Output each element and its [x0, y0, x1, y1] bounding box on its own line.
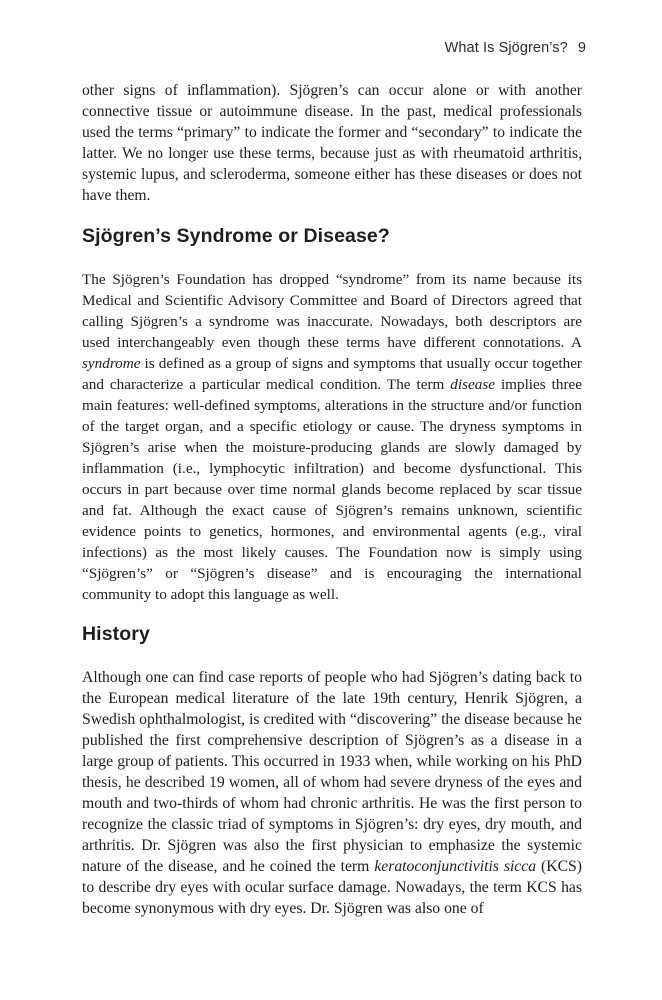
running-head	[445, 40, 586, 56]
running-head-title: What Is Sjögren’s?	[444, 40, 568, 56]
text-run: The Sjögren’s Foundation has dropped “syndrome” from its name because its Medical and Scientific Advisory Committee and Board of Directors agreed that calling Sjögren’s a syndrome was inaccurate. Nowadays, both descriptors are used interchangeably even though these terms have different connotations. A	[82, 271, 582, 351]
paragraph-syndrome-or-disease	[82, 269, 582, 605]
paragraph-history	[82, 667, 582, 919]
text-run: is defined as a group of signs and symptoms that usually occur together and characterize a particular medical condition. The term	[82, 355, 582, 393]
emphasis-disease: disease	[450, 376, 495, 393]
page-number: 9	[577, 40, 586, 56]
paragraph-text: other signs of inflammation). Sjögren’s can occur alone or with another connective tissue or autoimmune disease. In the past, medical professionals used the terms “primary” to indicate the former and “secondary” to indicate the latter. We no longer use these terms, because just as with rheumatoid arthritis, systemic lupus, and scleroderma, someone either has these diseases or does not have them.	[82, 82, 582, 204]
text-run: implies three main features: well-defined symptoms, alterations in the structure and/or function of the target organ, and a specific etiology or cause. The dryness symptoms in Sjögren’s arise when the moisture-producing glands are slowly damaged by inflammation (i.e., lymphocytic infiltration) and become dysfunctional. This occurs in part because over time normal glands become replaced by scar tissue and fat. Although the exact cause of Sjögren’s remains unknown, scientific evidence points to genetics, hormones, and environmental agents (e.g., viral infections) as the most likely causes. The Foundation now is simply using “Sjögren’s” or “Sjögren’s disease” and is encouraging the international community to adopt this language as well.	[82, 376, 582, 603]
paragraph-continuation	[82, 80, 582, 206]
section-heading-history: History	[82, 623, 150, 645]
emphasis-syndrome: syndrome	[82, 355, 141, 372]
section-heading-syndrome-or-disease: Sjögren’s Syndrome or Disease?	[82, 225, 390, 247]
emphasis-kcs-term: keratoconjunctivitis sicca	[374, 858, 537, 875]
paragraph-text	[82, 667, 582, 919]
text-run: Although one can find case reports of people who had Sjögren’s dating back to the European medical literature of the late 19th century, Henrik Sjögren, a Swedish ophthalmologist, is credited with “discovering” the disease because he published the first comprehensive description of Sjögren’s as a disease in a large group of patients. This occurred in 1933 when, while working on his PhD thesis, he described 19 women, all of whom had severe dryness of the eyes and mouth and two-thirds of whom had chronic arthritis. He was the first person to recognize the classic triad of symptoms in Sjögren’s: dry eyes, dry mouth, and arthritis. Dr. Sjögren was also the first physician to emphasize the systemic nature of the disease, and he coined the term	[82, 669, 582, 875]
paragraph-text	[82, 269, 582, 605]
text-run: (KCS) to describe dry eyes with ocular surface damage. Nowadays, the term KCS has become synonymous with dry eyes. Dr. Sjögren was also one of	[82, 858, 582, 917]
